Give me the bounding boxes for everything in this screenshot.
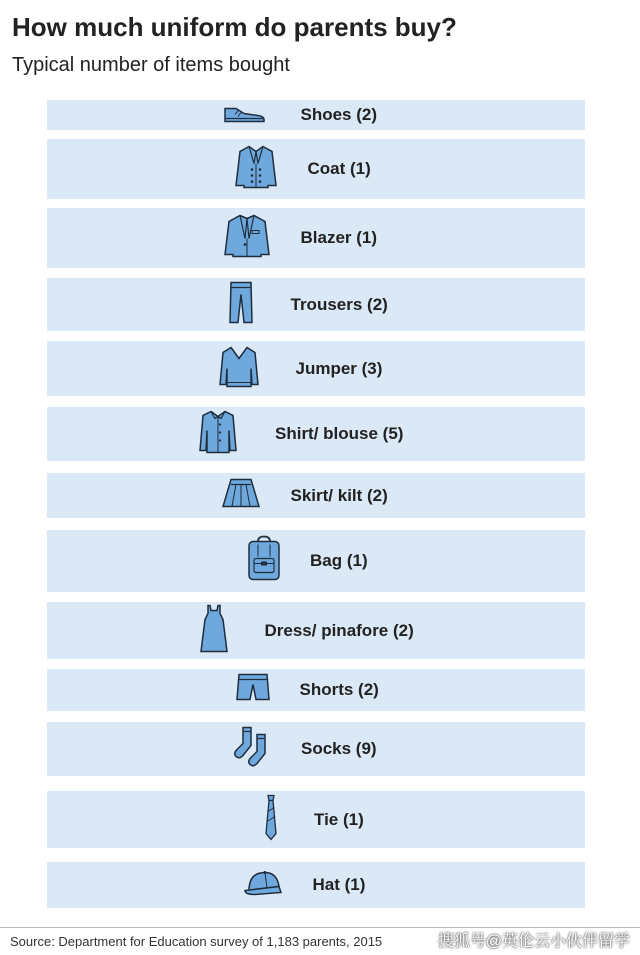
item-label: Dress/ pinafore (2) [264, 620, 414, 640]
skirt-icon [221, 476, 261, 515]
item-row-socks [47, 722, 585, 776]
item-row-shirt [47, 407, 585, 461]
hat-icon [243, 869, 285, 902]
item-row-jumper [47, 341, 585, 396]
dress-icon [200, 603, 228, 658]
shoe-icon [222, 102, 266, 129]
item-label: Tie (1) [314, 809, 364, 829]
coat-icon [234, 144, 278, 195]
shirt-icon [199, 409, 237, 460]
chart-subtitle: Typical number of items bought [12, 54, 290, 76]
item-label: Jumper (3) [295, 358, 383, 378]
source-note: Source: Department for Education survey of 1,183 parents, 2015 [10, 934, 383, 949]
item-row-hat [47, 862, 585, 908]
tie-icon [264, 793, 278, 846]
item-label: Skirt/ kilt (2) [290, 485, 388, 505]
item-label: Blazer (1) [300, 228, 378, 247]
item-label: Shoes (2) [300, 105, 378, 124]
watermark: 搜狐号@英伦云小伙伴留学 [437, 933, 630, 950]
item-row-tie [47, 791, 585, 848]
item-row-dress [47, 602, 585, 659]
chart-title: How much uniform do parents buy? [12, 12, 457, 42]
item-label: Socks (9) [301, 739, 377, 758]
item-label: Trousers (2) [290, 294, 388, 314]
trousers-icon [228, 280, 254, 329]
item-row-trousers [47, 278, 585, 331]
item-row-coat [47, 139, 585, 199]
item-row-skirt [47, 473, 585, 518]
item-label: Bag (1) [310, 551, 368, 570]
item-row-bag [47, 530, 585, 592]
item-row-blazer [47, 208, 585, 268]
shorts-icon [236, 673, 270, 708]
jumper-icon [219, 344, 259, 393]
item-label: Shorts (2) [299, 680, 379, 699]
socks-icon [233, 726, 273, 773]
item-label: Hat (1) [312, 875, 366, 894]
item-label: Coat (1) [307, 159, 371, 178]
blazer-icon [223, 213, 271, 264]
item-row-shorts [47, 669, 585, 711]
item-label: Shirt/ blouse (5) [275, 424, 404, 443]
item-row-shoe [47, 100, 585, 130]
bag-icon [246, 535, 282, 588]
